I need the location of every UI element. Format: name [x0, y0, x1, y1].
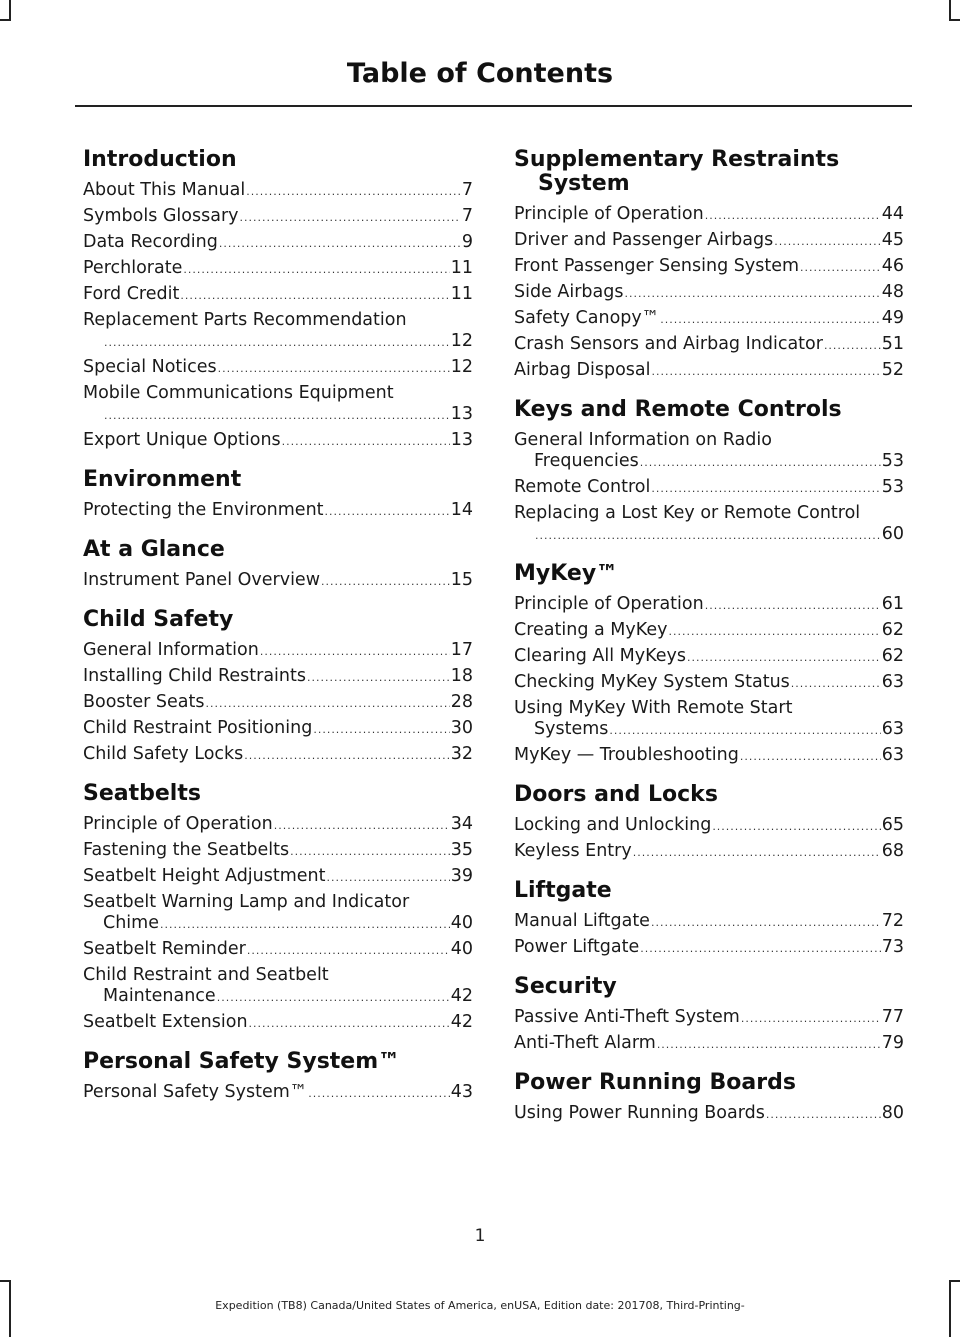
toc-section [514, 398, 904, 545]
toc-right-column [514, 148, 904, 1141]
dot-leader [218, 360, 450, 378]
entry-page: 17 [450, 640, 473, 660]
section-heading-line: Power Running Boards [514, 1070, 796, 1095]
entry-page: 12 [450, 357, 473, 377]
entry-title: Export Unique Options [83, 430, 281, 450]
page-header [0, 58, 960, 89]
entry-page: 18 [450, 666, 473, 686]
dot-leader [327, 869, 450, 887]
entry-page: 49 [881, 308, 904, 328]
entry-title: Ford Credit [83, 284, 180, 304]
dot-leader [791, 675, 881, 693]
toc-entry[interactable] [83, 206, 473, 227]
entry-title: Special Notices [83, 357, 217, 377]
entry-title: MyKey — Troubleshooting [514, 745, 739, 765]
toc-entry[interactable] [83, 892, 473, 934]
entry-title: Mobile Communications Equipment [83, 383, 394, 403]
section-heading-line: Security [514, 974, 617, 999]
entry-title: Perchlorate [83, 258, 183, 278]
toc-entry[interactable] [83, 258, 473, 279]
entry-title: Clearing All MyKeys [514, 646, 686, 666]
entry-title: Principle of Operation [83, 814, 273, 834]
section-heading-line: System [538, 171, 630, 196]
toc-section [514, 562, 904, 766]
entry-title: Manual Liftgate [514, 911, 650, 931]
toc-section [83, 538, 473, 591]
entry-title-cont: Maintenance [103, 986, 216, 1006]
toc-entry[interactable] [514, 477, 904, 498]
toc-entry[interactable] [83, 840, 473, 861]
dot-leader [800, 259, 881, 277]
entry-continuation [83, 331, 473, 352]
entry-title-cont: Frequencies [534, 451, 639, 471]
section-heading [514, 562, 904, 586]
entry-page: 62 [881, 646, 904, 666]
toc-entry[interactable] [514, 745, 904, 766]
section-heading-line: Child Safety [83, 607, 234, 632]
toc-entry[interactable] [83, 1082, 473, 1103]
dot-leader [307, 669, 450, 687]
toc-entry[interactable] [514, 360, 904, 381]
dot-leader [104, 407, 450, 425]
dot-leader [657, 1036, 881, 1054]
entry-page: 63 [881, 719, 904, 739]
entry-page: 79 [881, 1033, 904, 1053]
dot-leader [535, 527, 881, 545]
toc-left-column [83, 148, 473, 1120]
entry-page: 68 [881, 841, 904, 861]
toc-entry[interactable] [514, 815, 904, 836]
dot-leader [247, 942, 450, 960]
toc-entry[interactable] [83, 1012, 473, 1033]
entry-title: Using Power Running Boards [514, 1103, 765, 1123]
dot-leader [183, 261, 449, 279]
dot-leader [290, 843, 450, 861]
dot-leader [313, 721, 449, 739]
section-heading-line: Doors and Locks [514, 782, 718, 807]
dot-leader [249, 1015, 450, 1033]
dot-leader [282, 433, 450, 451]
toc-entry[interactable] [514, 430, 904, 472]
section-heading [83, 468, 473, 492]
entry-page: 77 [881, 1007, 904, 1027]
entry-title: Power Liftgate [514, 937, 640, 957]
entry-page: 39 [450, 866, 473, 886]
toc-section [83, 468, 473, 521]
toc-entry[interactable] [514, 937, 904, 958]
dot-leader [321, 573, 450, 591]
toc-entry[interactable] [514, 256, 904, 277]
toc-entry[interactable] [514, 503, 904, 545]
toc-entry[interactable] [514, 334, 904, 355]
entry-page: 45 [881, 230, 904, 250]
dot-leader [668, 623, 880, 641]
entry-title: Protecting the Environment [83, 500, 324, 520]
dot-leader [240, 209, 461, 227]
toc-entry[interactable] [514, 594, 904, 615]
entry-title: Airbag Disposal [514, 360, 651, 380]
toc-entry[interactable] [83, 180, 473, 201]
entry-continuation [83, 913, 473, 934]
crop-mark [0, 19, 11, 21]
entry-continuation [83, 404, 473, 425]
entry-page: 63 [881, 672, 904, 692]
entry-title: Fastening the Seatbelts [83, 840, 290, 860]
toc-section [83, 782, 473, 1033]
dot-leader [244, 747, 449, 765]
toc-entry[interactable] [83, 640, 473, 661]
entry-title: Side Airbags [514, 282, 624, 302]
entry-page: 73 [881, 937, 904, 957]
section-heading [514, 879, 904, 903]
entry-title: Anti-Theft Alarm [514, 1033, 656, 1053]
section-heading-line: At a Glance [83, 537, 225, 562]
toc-entry[interactable] [514, 204, 904, 225]
entry-title-cont: Systems [534, 719, 609, 739]
toc-entry[interactable] [83, 744, 473, 765]
toc-section [514, 975, 904, 1054]
dot-leader [274, 817, 450, 835]
toc-entry[interactable] [514, 1103, 904, 1124]
entry-title: Crash Sensors and Airbag Indicator [514, 334, 823, 354]
entry-title: About This Manual [83, 180, 246, 200]
dot-leader [741, 1010, 881, 1028]
dot-leader [705, 207, 881, 225]
entry-page: 35 [450, 840, 473, 860]
entry-page: 61 [881, 594, 904, 614]
toc-entry[interactable] [83, 430, 473, 451]
entry-title: Locking and Unlocking [514, 815, 712, 835]
dot-leader [308, 1085, 449, 1103]
toc-section [83, 148, 473, 451]
toc-entry[interactable] [83, 965, 473, 1007]
dot-leader [625, 285, 881, 303]
section-heading [83, 1050, 473, 1074]
entry-title: Data Recording [83, 232, 218, 252]
entry-title: Child Restraint and Seatbelt [83, 965, 329, 985]
entry-page: 43 [450, 1082, 473, 1102]
section-heading [83, 608, 473, 632]
toc-entry[interactable] [514, 672, 904, 693]
toc-entry[interactable] [514, 230, 904, 251]
toc-entry[interactable] [83, 310, 473, 352]
section-heading [83, 538, 473, 562]
section-heading-line: Introduction [83, 147, 237, 172]
entry-page: 40 [450, 913, 473, 933]
toc-entry[interactable] [83, 718, 473, 739]
section-heading-line: MyKey™ [514, 561, 619, 586]
entry-page: 60 [881, 524, 904, 544]
dot-leader [687, 649, 881, 667]
entry-page: 13 [450, 404, 473, 424]
entry-page: 53 [881, 451, 904, 471]
dot-leader [651, 914, 881, 932]
toc-entry[interactable] [83, 866, 473, 887]
entry-page: 40 [450, 939, 473, 959]
entry-title: Seatbelt Extension [83, 1012, 248, 1032]
entry-page: 65 [881, 815, 904, 835]
section-heading [514, 398, 904, 422]
entry-continuation [83, 986, 473, 1007]
crop-mark [0, 1280, 11, 1282]
entry-page: 80 [881, 1103, 904, 1123]
toc-entry[interactable] [83, 814, 473, 835]
dot-leader [217, 989, 450, 1007]
section-heading-line: Supplementary Restraints [514, 147, 840, 172]
entry-title: Seatbelt Height Adjustment [83, 866, 326, 886]
crop-mark [9, 0, 11, 20]
dot-leader [246, 183, 461, 201]
section-heading [514, 975, 904, 999]
entry-title: Remote Control [514, 477, 651, 497]
section-heading [83, 782, 473, 806]
entry-title: Principle of Operation [514, 594, 704, 614]
entry-title: Front Passenger Sensing System [514, 256, 800, 276]
crop-mark [949, 0, 951, 20]
section-heading [83, 148, 473, 172]
entry-page: 46 [881, 256, 904, 276]
entry-page: 52 [881, 360, 904, 380]
entry-page: 32 [450, 744, 473, 764]
dot-leader [104, 334, 450, 352]
section-heading [514, 148, 904, 196]
dot-leader [160, 916, 450, 934]
dot-leader [660, 311, 880, 329]
toc-entry[interactable] [83, 232, 473, 253]
entry-page: 7 [461, 180, 473, 200]
entry-title: General Information [83, 640, 259, 660]
entry-title: Symbols Glossary [83, 206, 239, 226]
entry-title: Safety Canopy™ [514, 308, 660, 328]
dot-leader [206, 695, 450, 713]
toc-entry[interactable] [83, 383, 473, 425]
dot-leader [219, 235, 461, 253]
entry-page: 14 [450, 500, 473, 520]
entry-page: 44 [881, 204, 904, 224]
entry-title: Creating a MyKey [514, 620, 668, 640]
entry-title: Replacement Parts Recommendation [83, 310, 407, 330]
entry-page: 62 [881, 620, 904, 640]
entry-title: Keyless Entry [514, 841, 632, 861]
toc-entry[interactable] [83, 692, 473, 713]
entry-page: 72 [881, 911, 904, 931]
entry-title: Instrument Panel Overview [83, 570, 321, 590]
entry-title: Booster Seats [83, 692, 205, 712]
toc-section [514, 879, 904, 958]
dot-leader [325, 503, 450, 521]
toc-entry[interactable] [514, 620, 904, 641]
toc-entry[interactable] [83, 570, 473, 591]
dot-leader [633, 844, 881, 862]
entry-page: 51 [881, 334, 904, 354]
section-heading-line: Liftgate [514, 878, 612, 903]
entry-page: 13 [450, 430, 473, 450]
toc-entry[interactable] [514, 911, 904, 932]
entry-page: 42 [450, 986, 473, 1006]
dot-leader [824, 337, 881, 355]
entry-title: Child Restraint Positioning [83, 718, 313, 738]
toc-entry[interactable] [83, 939, 473, 960]
entry-title: Principle of Operation [514, 204, 704, 224]
entry-continuation [514, 719, 904, 740]
dot-leader [740, 748, 881, 766]
dot-leader [651, 480, 880, 498]
header-rule [75, 105, 912, 107]
toc-entry[interactable] [514, 308, 904, 329]
crop-mark [949, 19, 960, 21]
entry-page: 11 [450, 258, 473, 278]
entry-title-cont: Chime [103, 913, 159, 933]
entry-page: 42 [450, 1012, 473, 1032]
dot-leader [640, 940, 880, 958]
entry-continuation [514, 451, 904, 472]
entry-page: 7 [461, 206, 473, 226]
entry-title: Seatbelt Warning Lamp and Indicator [83, 892, 410, 912]
dot-leader [712, 818, 880, 836]
entry-title: Checking MyKey System Status [514, 672, 790, 692]
dot-leader [260, 643, 450, 661]
section-heading [514, 783, 904, 807]
dot-leader [774, 233, 881, 251]
crop-mark [949, 1280, 960, 1282]
entry-page: 28 [450, 692, 473, 712]
entry-page: 53 [881, 477, 904, 497]
toc-entry[interactable] [83, 666, 473, 687]
dot-leader [766, 1106, 881, 1124]
section-heading-line: Keys and Remote Controls [514, 397, 842, 422]
section-heading-line: Seatbelts [83, 781, 201, 806]
toc-section [83, 1050, 473, 1103]
entry-page: 15 [450, 570, 473, 590]
entry-title: Driver and Passenger Airbags [514, 230, 774, 250]
toc-entry[interactable] [514, 282, 904, 303]
toc-entry[interactable] [83, 357, 473, 378]
dot-leader [705, 597, 881, 615]
dot-leader [652, 363, 881, 381]
toc-entry[interactable] [83, 500, 473, 521]
entry-page: 12 [450, 331, 473, 351]
entry-title: Replacing a Lost Key or Remote Control [514, 503, 861, 523]
toc-section [514, 783, 904, 862]
toc-entry[interactable] [514, 841, 904, 862]
section-heading-line: Environment [83, 467, 242, 492]
page-title: Table of Contents [346, 58, 614, 89]
dot-leader [180, 287, 449, 305]
page-footer: Expedition (TB8) Canada/United States of America, enUSA, Edition date: 201708, Third-Printing- [215, 1299, 745, 1312]
section-heading-line: Personal Safety System™ [83, 1049, 401, 1074]
entry-continuation [514, 524, 904, 545]
toc-entry[interactable] [514, 1033, 904, 1054]
entry-title: Seatbelt Reminder [83, 939, 246, 959]
toc-entry[interactable] [514, 698, 904, 740]
toc-section [514, 148, 904, 381]
entry-page: 9 [461, 232, 473, 252]
toc-section [83, 608, 473, 765]
entry-title: General Information on Radio [514, 430, 772, 450]
entry-title: Child Safety Locks [83, 744, 244, 764]
dot-leader [640, 454, 881, 472]
entry-title: Passive Anti-Theft System [514, 1007, 740, 1027]
dot-leader [609, 722, 880, 740]
toc-entry[interactable] [83, 284, 473, 305]
toc-section [514, 1071, 904, 1124]
entry-title: Installing Child Restraints [83, 666, 306, 686]
page-number: 1 [474, 1226, 486, 1246]
entry-page: 48 [881, 282, 904, 302]
toc-entry[interactable] [514, 1007, 904, 1028]
entry-title: Using MyKey With Remote Start [514, 698, 793, 718]
section-heading [514, 1071, 904, 1095]
entry-page: 11 [450, 284, 473, 304]
toc-entry[interactable] [514, 646, 904, 667]
entry-title: Personal Safety System™ [83, 1082, 308, 1102]
entry-page: 63 [881, 745, 904, 765]
entry-page: 34 [450, 814, 473, 834]
entry-page: 30 [450, 718, 473, 738]
